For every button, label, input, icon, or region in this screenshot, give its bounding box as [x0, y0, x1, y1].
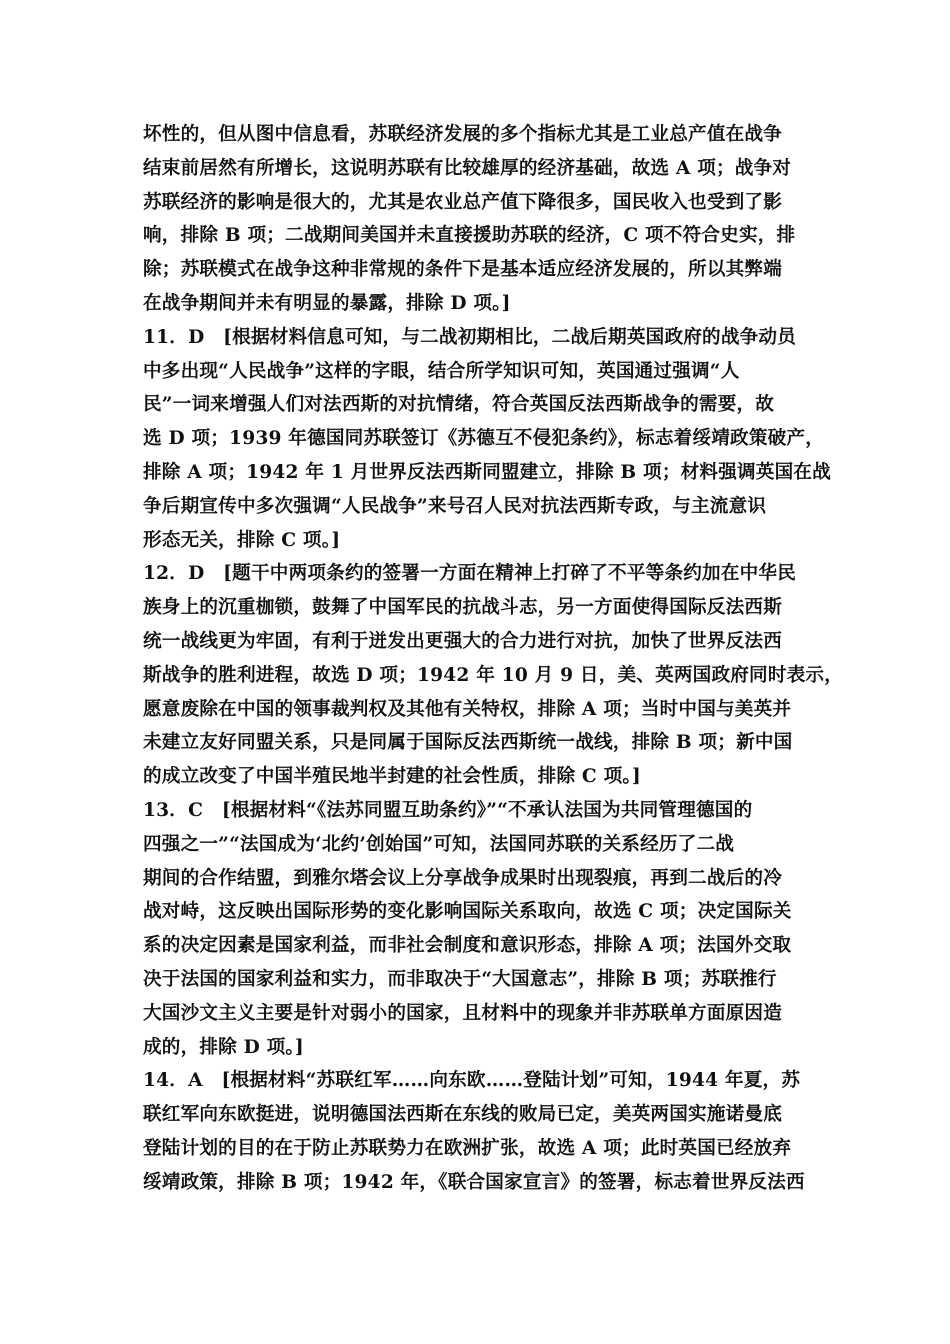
text-line: 中多出现“人民战争”这样的字眼，结合所学知识可知，英国通过强调“人: [143, 360, 740, 382]
question-13-answer-line: 13．C [根据材料“《法苏同盟互助条约》”“不承认法国为共同管理德国的: [143, 799, 753, 821]
question-11-answer-line: 11．D [根据材料信息可知，与二战初期相比，二战后期英国政府的战争动员: [143, 326, 796, 348]
text-line: 战对峙，这反映出国际形势的变化影响国际关系取向，故选 C 项；决定国际关: [143, 901, 792, 923]
text-line: 响，排除 B 项；二战期间美国并未直接援助苏联的经济，C 项不符合史实，排: [143, 225, 796, 247]
text-line: 的成立改变了中国半殖民地半封建的社会性质，排除 C 项。]: [143, 766, 641, 788]
text-line: 苏联经济的影响是很大的，尤其是农业总产值下降很多，国民收入也受到了影: [143, 191, 782, 213]
text-line: 选 D 项；1939 年德国同苏联签订《苏德互不侵犯条约》，标志着绥靖政策破产，: [143, 428, 824, 450]
text-line: 在战争期间并未有明显的暴露，排除 D 项。]: [143, 292, 511, 314]
text-line: 民”一词来增强人们对法西斯的对抗情绪，符合英国反法西斯战争的需要，故: [143, 394, 775, 416]
text-line: 系的决定因素是国家利益，而非社会制度和意识形态，排除 A 项；法国外交取: [143, 935, 792, 957]
text-line: 统一战线更为牢固，有利于迸发出更强大的合力进行对抗，加快了世界反法西: [143, 630, 782, 652]
text-line: 联红军向东欧挺进，说明德国法西斯在东线的败局已定，美英两国实施诺曼底: [143, 1104, 782, 1126]
text-line: 期间的合作结盟，到雅尔塔会议上分享战争成果时出现裂痕，再到二战后的冷: [143, 867, 782, 889]
text-line: 结束前居然有所增长，这说明苏联有比较雄厚的经济基础，故选 A 项；战争对: [143, 157, 792, 179]
text-line: 四强之一”“法国成为‘北约’创始国”可知，法国同苏联的关系经历了二战: [143, 833, 735, 855]
text-line: 大国沙文主义主要是针对弱小的国家，且材料中的现象并非苏联单方面原因造: [143, 1002, 782, 1024]
text-line: 斯战争的胜利进程，故选 D 项；1942 年 10 月 9 日，美、英两国政府同时表示，: [143, 664, 844, 686]
text-line: 愿意废除在中国的领事裁判权及其他有关特权，排除 A 项；当时中国与美英并: [143, 698, 792, 720]
text-line: 登陆计划的目的在于防止苏联势力在欧洲扩张，故选 A 项；此时英国已经放弃: [143, 1137, 792, 1159]
text-line: 决于法国的国家利益和实力，而非取决于“大国意志”，排除 B 项；苏联推行: [143, 968, 777, 990]
text-line: 坏性的，但从图中信息看，苏联经济发展的多个指标尤其是工业总产值在战争: [143, 124, 782, 145]
text-line: 未建立友好同盟关系，只是同属于国际反法西斯统一战线，排除 B 项；新中国: [143, 732, 793, 754]
text-line: 排除 A 项；1942 年 1 月世界反法西斯同盟建立，排除 B 项；材料强调英国在战: [143, 461, 831, 483]
text-line: 绥靖政策，排除 B 项；1942 年，《联合国家宣言》的签署，标志着世界反法西: [143, 1171, 805, 1193]
answer-explanation-text: [143, 118, 844, 1200]
text-line: 形态无关，排除 C 项。]: [143, 529, 341, 551]
text-line: 除；苏联模式在战争这种非常规的条件下是基本适应经济发展的，所以其弊端: [143, 259, 782, 281]
text-line: 成的，排除 D 项。]: [143, 1036, 304, 1058]
question-12-answer-line: 12．D [题干中两项条约的签署一方面在精神上打碎了不平等条约加在中华民: [143, 563, 796, 585]
text-line: 争后期宣传中多次强调“人民战争”来号召人民对抗法西斯专政，与主流意识: [143, 495, 767, 517]
text-line: 族身上的沉重枷锁，鼓舞了中国军民的抗战斗志，另一方面使得国际反法西斯: [143, 597, 782, 619]
question-14-answer-line: 14．A [根据材料“苏联红军……向东欧……登陆计划”可知，1944 年夏，苏: [143, 1070, 801, 1092]
